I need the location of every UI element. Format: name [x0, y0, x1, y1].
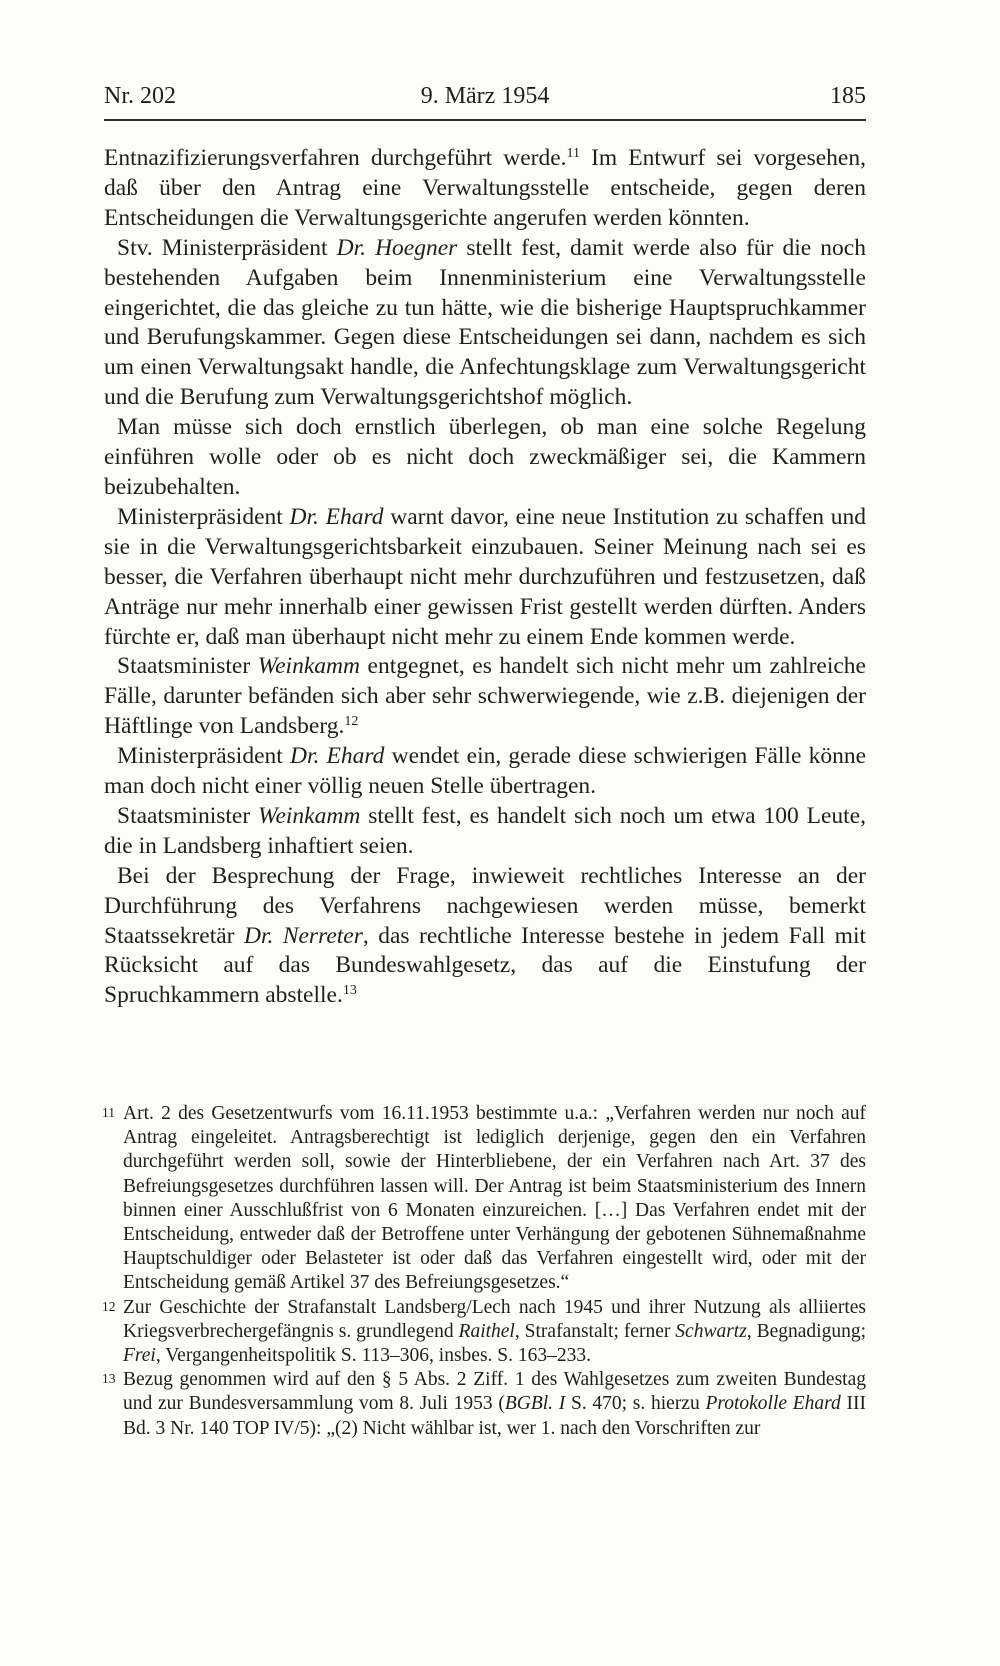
text-block	[104, 84, 866, 1441]
text-run: Bei der Besprechung der Frage, inwieweit rechtliches Interesse an der Durchführung des Verfahrens nachgewiesen werden müsse, bemerkt Staatssekretär	[104, 862, 866, 949]
italic-text-run: BGBl. I	[504, 1393, 566, 1415]
footnote-reference: 11	[566, 146, 581, 161]
text-run: Man müsse sich doch ernstlich überlegen, ob man eine solche Regelung einführen wolle oder ob es nicht doch zweckmäßiger sei, die Kammern beizubehalten.	[104, 414, 866, 500]
italic-text-run: Dr. Ehard	[289, 503, 384, 530]
italic-text-run: Protokolle Ehard	[705, 1393, 841, 1415]
text-run: , Strafanstalt; ferner	[514, 1320, 676, 1342]
footnote	[104, 1368, 866, 1441]
footnote-reference: 13	[342, 983, 357, 999]
text-run: Staatsminister	[117, 653, 258, 680]
paragraph	[104, 652, 866, 742]
italic-text-run: Dr. Hoegner	[336, 234, 458, 261]
text-run: Im Entwurf sei vorgesehen, daß über den Antrag eine Verwaltungsstelle entscheide, gegen deren Entscheidungen die Verwaltungsgerichte angerufen werden könnten.	[104, 145, 866, 231]
text-run: Staatsminister	[117, 802, 259, 829]
header-date: 9. März 1954	[420, 83, 550, 109]
paragraph	[104, 144, 866, 234]
italic-text-run: Weinkamm	[258, 802, 361, 829]
footnote	[104, 1102, 866, 1296]
text-run: Stv. Ministerpräsident	[117, 234, 337, 261]
paragraph	[104, 503, 866, 653]
text-run: wendet ein, gerade diese schwierigen Fälle könne man doch nicht einer völlig neuen Stelle übertragen.	[104, 743, 867, 800]
italic-text-run: Frei	[123, 1345, 156, 1367]
paragraph	[104, 234, 866, 413]
text-run: warnt davor, eine neue Institution zu schaffen und sie in die Verwaltungsgerichtsbarkeit einzubauen. Seiner Meinung nach sei es besser, die Verfahren überhaupt nicht mehr durchzuführen und festzusetzen, daß Anträge nur mehr innerhalb einer gewissen Frist gestellt werden dürften. Anders fürchte er, daß man überhaupt nicht mehr zu einem Ende kommen werde.	[104, 503, 866, 650]
body-text	[104, 144, 866, 1074]
italic-text-run: Dr. Nerreter	[243, 922, 363, 949]
footnote-reference: 12	[344, 714, 359, 730]
text-run: III Bd. 3 Nr. 140 TOP IV/5): „(2) Nicht wählbar ist, wer 1. nach den Vorschriften zur	[123, 1393, 866, 1439]
footnote-number: 11	[102, 1105, 115, 1120]
text-run: S. 470; s. hierzu	[565, 1393, 706, 1415]
italic-text-run: Raithel	[458, 1320, 515, 1342]
text-run: , das rechtliche Interesse bestehe in jedem Fall mit Rücksicht auf das Bundeswahlgesetz, das auf die Einstufung der Spruchkammern abstelle.	[104, 922, 866, 1009]
text-run: Zur Geschichte der Strafanstalt Landsberg/Lech nach 1945 und ihrer Nutzung als alliiertes Kriegsverbrechergefängnis s. grundlegend	[123, 1296, 866, 1342]
text-run: , Vergangenheitspolitik S. 113–306, insbes. S. 163–233.	[155, 1345, 592, 1367]
italic-text-run: Dr. Ehard	[289, 743, 385, 770]
paragraph	[104, 802, 866, 862]
text-run: Ministerpräsident	[117, 743, 290, 770]
text-run: Bezug genommen wird auf den § 5 Abs. 2 Ziff. 1 des Wahlgesetzes zum zweiten Bundestag und zur Bundesversammlung vom 8. Juli 1953 (	[123, 1369, 866, 1415]
text-run: stellt fest, damit werde also für die noch bestehenden Aufgaben beim Innenministerium eine Verwaltungsstelle eingerichtet, die das gleiche zu tun hätte, wie die bisherige Hauptspruchkammer und Berufungskammer. Gegen diese Entscheidungen sei dann, nachdem es sich um einen Verwaltungsakt handle, die Anfechtungsklage zum Verwaltungsgericht und die Berufung zum Verwaltungsgerichtshof möglich.	[104, 234, 866, 411]
text-run: Ministerpräsident	[117, 503, 290, 530]
paragraph	[104, 413, 866, 503]
footnote	[104, 1296, 866, 1369]
header-page-number: 185	[830, 83, 867, 109]
footnote-list	[104, 1102, 866, 1441]
paragraph	[104, 862, 866, 1012]
footnote-number: 12	[102, 1298, 116, 1314]
header-issue-number: Nr. 202	[104, 83, 176, 109]
text-run: , Begnadigung;	[746, 1320, 867, 1342]
text-run: stellt fest, es handelt sich noch um etwa 100 Leute, die in Landsberg inhaftiert seien.	[104, 802, 866, 859]
header-rule	[104, 119, 866, 121]
text-run: entgegnet, es handelt sich nicht mehr um zahlreiche Fälle, darunter befänden sich aber sehr schwerwiegende, wie z.B. diejenigen der Häftlinge von Landsberg.	[104, 653, 866, 740]
text-run: Entnazifizierungsverfahren durchgeführt werde.	[104, 145, 567, 171]
footnote-number: 13	[102, 1371, 116, 1387]
page-header	[104, 84, 866, 108]
italic-text-run: Weinkamm	[257, 653, 360, 680]
paragraph	[104, 742, 866, 802]
text-run: Art. 2 des Gesetzentwurfs vom 16.11.1953 bestimmte u.a.: „Verfahren werden nur noch auf Antrag eingeleitet. Antragsberechtigt ist lediglich derjenige, gegen den ein Verfahren durchgeführt werden soll, sowie der Hinterbliebene, der ein Verfahren nach Art. 37 des Befreiungsgesetzes durchführen lassen will. Der Antrag ist beim Staatsministerium des Innern binnen einer Ausschlußfrist von 6 Monaten einzureichen. […] Das Verfahren endet mit der Entscheidung, entweder daß der Betroffene unter Verhängung der gebotenen Sühnemaßnahme Hauptschuldiger oder Belasteter ist oder daß das Verfahren eingestellt wird, oder mit der Entscheidung gemäß Artikel 37 des Befreiungsgesetzes.“	[123, 1103, 866, 1294]
italic-text-run: Schwartz	[675, 1320, 747, 1342]
